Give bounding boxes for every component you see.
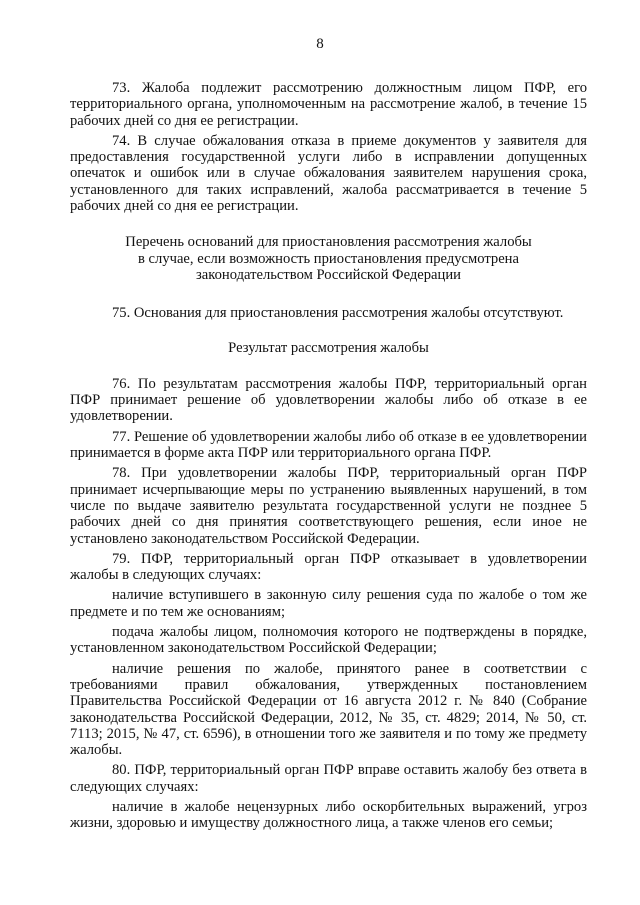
- heading-line: законодательством Российской Федерации: [196, 266, 461, 283]
- page-number: 8: [316, 36, 324, 52]
- paragraph-80: 80. ПФР, территориальный орган ПФР вправе оставить жалобу без ответа в следующих случаях:: [70, 762, 587, 795]
- list-item-prior-decision: наличие решения по жалобе, принятого ранее в соответствии с требованиями правил обжалования, утвержденных постановлением Правительства Российской Федерации от 16 августа 2012 г. № 840 (Собрание законодательства Российской Федерации, 2012, № 35, ст. 4829; 2014, № 50, ст. 7113; 2015, № 47, ст. 6596), в отношении того же заявителя и по тому же предмету жалобы.: [70, 660, 587, 759]
- paragraph-75: 75. Основания для приостановления рассмотрения жалобы отсутствуют.: [112, 305, 564, 322]
- section-heading-result: Результат рассмотрения жалобы: [228, 339, 429, 356]
- section-heading-suspension: [70, 234, 587, 283]
- document-body: [70, 80, 587, 836]
- paragraph-78: 78. При удовлетворении жалобы ПФР, территориальный орган ПФР принимает исчерпывающие меры по устранению выявленных нарушений, в том числе по выдаче заявителю результата государственной услуги не позднее 5 рабочих дней со дня принятия соответствующего решения, если иное не установлено законодательством Российской Федерации.: [70, 465, 587, 547]
- list-item-unconfirmed-authority: подача жалобы лицом, полномочия которого не подтверждены в порядке, установленном законодательством Российской Федерации;: [70, 624, 587, 657]
- paragraph-73: 73. Жалоба подлежит рассмотрению должностным лицом ПФР, его территориального органа, уполномоченным на рассмотрение жалоб, в течение 15 рабочих дней со дня ее регистрации.: [70, 80, 587, 129]
- paragraph-77: 77. Решение об удовлетворении жалобы либо об отказе в ее удовлетворении принимается в форме акта ПФР или территориального органа ПФР.: [70, 428, 587, 462]
- paragraph-79: 79. ПФР, территориальный орган ПФР отказывает в удовлетворении жалобы в следующих случаях:: [70, 550, 587, 584]
- heading-line: в случае, если возможность приостановления предусмотрена: [138, 250, 519, 267]
- list-item-court-decision: наличие вступившего в законную силу решения суда по жалобе о том же предмете и по тем же основаниям;: [70, 587, 587, 620]
- heading-line: Перечень оснований для приостановления рассмотрения жалобы: [125, 234, 532, 251]
- paragraph-76: 76. По результатам рассмотрения жалобы ПФР, территориальный орган ПФР принимает решение об удовлетворении жалобы либо об отказе в ее удовлетворении.: [70, 375, 587, 425]
- paragraph-74: 74. В случае обжалования отказа в приеме документов у заявителя для предоставления государственной услуги либо в исправлении допущенных опечаток и ошибок или в случае обжалования заявителем нарушения срока, установленного для таких исправлений, жалоба рассматривается в течение 5 рабочих дней со дня ее регистрации.: [70, 132, 587, 215]
- list-item-offensive-language: наличие в жалобе нецензурных либо оскорбительных выражений, угроз жизни, здоровью и имуществу должностного лица, а также членов его семьи;: [70, 798, 587, 832]
